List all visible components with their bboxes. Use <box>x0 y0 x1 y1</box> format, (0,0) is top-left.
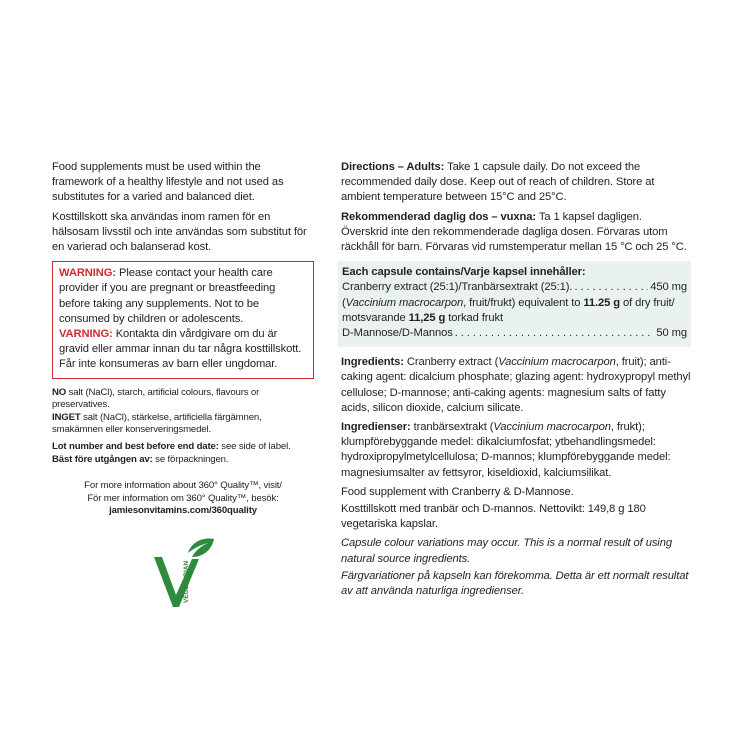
lot-en <box>52 441 314 454</box>
cranberry-row <box>342 280 687 295</box>
ingredients-en <box>341 355 691 416</box>
right-column <box>341 160 691 599</box>
no-sv <box>52 412 314 437</box>
cranberry-note-2: , fruit/frukt) equivalent to <box>463 296 584 309</box>
cranberry-value: 450 mg <box>650 281 687 294</box>
intro-sv: Kosttillskott ska användas inom ramen för en hälsosam livsstil och inte användas som substitut för en varierad och balanserad kost. <box>52 210 307 254</box>
no-en <box>52 387 314 412</box>
warning-box <box>52 261 314 378</box>
no-sv-label: INGET <box>52 411 81 423</box>
ingredients-en-label: Ingredients: <box>341 356 404 369</box>
no-en-text: salt (NaCl), starch, artificial colours, flavours or preservatives. <box>52 386 260 411</box>
product-sv: Kosttillskott med tranbär och D-mannos. Nettovikt: 149,8 g 180 vegetariska kapslar. <box>341 503 646 531</box>
warning-sv-label: VARNING: <box>59 328 113 341</box>
contains-box <box>338 261 691 347</box>
ingredients-sv-label: Ingredienser: <box>341 421 411 434</box>
cranberry-note-1: ( <box>342 296 346 309</box>
ingredients-sv-latin: Vaccinium macrocarpon <box>493 421 611 434</box>
directions-sv-text: Ta 1 kapsel dagligen. Överskrid inte den rekommenderade dagliga dosen. Förvaras utom räckhåll för barn. Förvaras vid rumstemperatur mellan 15 °C och 25 °C. <box>341 210 687 254</box>
ingredients-en-2: , fruit); anti-caking agent: dicalcium phosphate; glazing agent: hydroxypropyl methyl cellulose; D-mannose; anti-caking agents: magnesium salts of fatty acids, silicon dioxide, calcium silicate. <box>341 356 691 414</box>
mannose-row <box>342 326 687 341</box>
colour-en-text: Capsule colour variations may occur. This is a normal result of using natural source ingredients. <box>341 537 672 565</box>
cranberry-note-bold2: 11,25 g <box>408 311 446 324</box>
mannose-label: D-Mannose/D-Mannos <box>342 327 453 340</box>
colour-sv <box>341 569 691 599</box>
warning-en-text: Please contact your health care provider if you are pregnant or breastfeeding before taking any supplements. Not to be consumed by children or adolescents. <box>59 267 276 325</box>
vegetarian-logo <box>148 535 218 615</box>
cranberry-note-bold1: 11.25 g <box>583 296 620 309</box>
directions-en <box>341 160 691 206</box>
lot-sv-text: se förpackningen. <box>152 453 229 465</box>
directions-en-label: Directions – Adults: <box>341 161 445 173</box>
warning-en <box>59 266 307 327</box>
cranberry-note-3: of dry fruit/ motsvarande <box>342 296 675 324</box>
lot-en-label: Lot number and best before end date: <box>52 441 219 453</box>
ingredients-sv-2: , frukt); klumpförebyggande medel: dikalciumfosfat; ytbehandlingsmedel: hydroxipropylmetylcellulosa; D-mannos; klumpförebyggande medel: magnesiumsalter av fettsyror, kiseldioxid, kalciumsilikat. <box>341 421 671 479</box>
mannose-value: 50 mg <box>656 327 687 340</box>
directions-sv <box>341 210 691 256</box>
cranberry-label: Cranberry extract (25:1)/Tranbärsextrakt (25:1). <box>342 281 573 294</box>
mannose-dots <box>455 326 655 341</box>
left-column <box>52 160 314 615</box>
contains-heading <box>342 265 687 280</box>
directions-sv-label: Rekommenderad daglig dos – vuxna: <box>341 210 537 223</box>
colour-en <box>341 536 691 566</box>
contains-heading-text: Each capsule contains/Varje kapsel innehåller: <box>342 266 586 279</box>
product-en: Food supplement with Cranberry & D-Mannose. <box>341 485 574 498</box>
warning-en-label: WARNING: <box>59 267 116 280</box>
info-en: For more information about 360° Quality™, visit/ <box>84 480 282 492</box>
directions-en-text: Take 1 capsule daily. Do not exceed the recommended daily dose. Keep out of reach of children. Store at ambient temperature between 15°C and 25°C. <box>341 161 655 204</box>
info-url[interactable] <box>52 505 314 518</box>
ingredients-en-1: Cranberry extract ( <box>403 356 499 369</box>
no-sv-text: salt (NaCl), stärkelse, artificiella färgämnen, smakämnen eller konserveringsmedel. <box>52 411 262 436</box>
vegetarian-logo-text: VEGETARIAN <box>183 560 190 603</box>
intro-en: Food supplements must be used within the framework of a healthy lifestyle and not used as substitutes for a varied and balanced diet. <box>52 161 284 204</box>
ingredients-en-latin: Vaccinium macrocarpon <box>498 356 616 369</box>
cranberry-dots <box>574 280 648 295</box>
info-sv: För mer information om 360° Quality™, besök: <box>87 492 279 504</box>
vegetarian-v-icon <box>148 535 218 615</box>
cranberry-note-4: torkad frukt <box>445 311 503 324</box>
ingredients-sv-1: tranbärsextrakt ( <box>410 421 494 434</box>
lot-sv-label: Bäst före utgången av: <box>52 453 153 465</box>
warning-sv <box>59 327 307 373</box>
no-en-label: NO <box>52 386 67 398</box>
ingredients-sv <box>341 420 691 481</box>
warning-sv-text: Kontakta din vårdgivare om du är gravid eller ammar innan du tar några kosttillskott. Får inte konsumeras av barn eller ungdomar. <box>59 328 302 371</box>
lot-sv <box>52 454 314 467</box>
colour-sv-text: Färgvariationer på kapseln kan förekomma. Detta är ett normalt resultat av att använda naturliga ingredienser. <box>341 569 689 598</box>
cranberry-note <box>342 296 687 326</box>
cranberry-note-latin: Vaccinium macrocarpon <box>345 296 464 309</box>
info-url-text[interactable]: jamiesonvitamins.com/360quality <box>109 505 257 517</box>
lot-en-text: see side of label. <box>218 441 291 453</box>
